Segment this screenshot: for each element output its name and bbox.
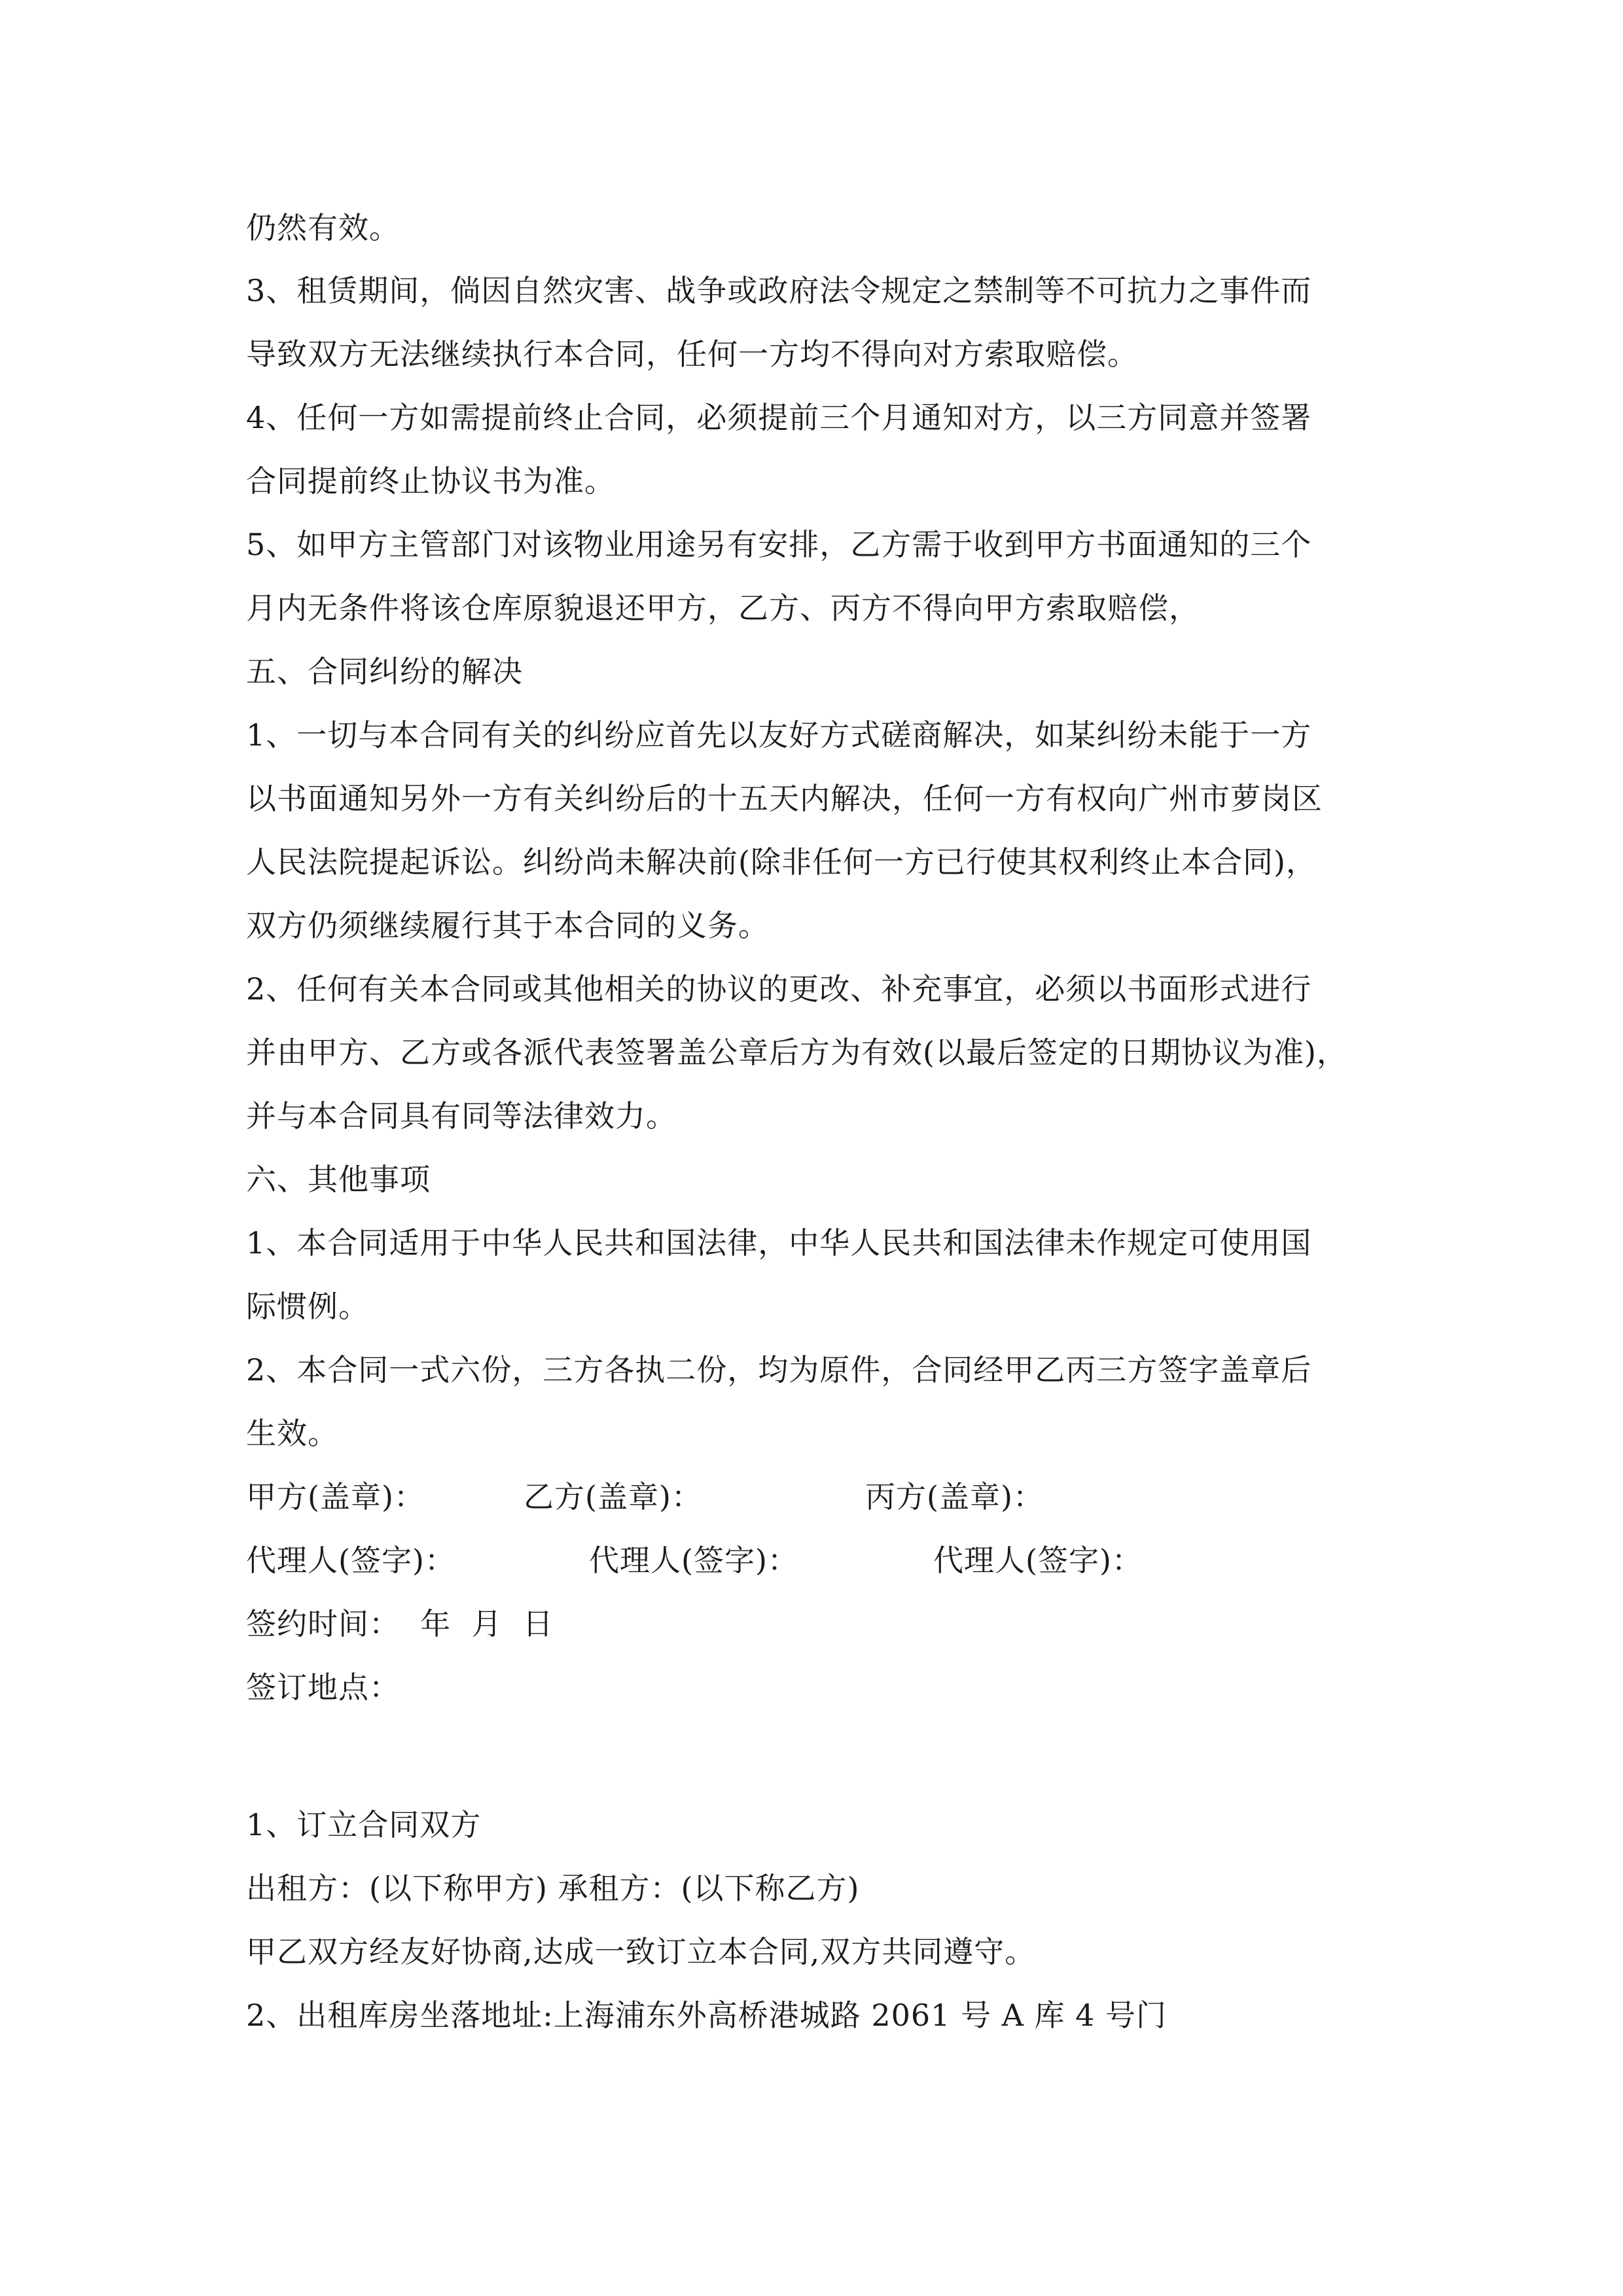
section-heading: 六、其他事项 bbox=[246, 1162, 431, 1197]
text-line: 合同提前终止协议书为准。 bbox=[246, 463, 615, 499]
text-line: 5、如甲方主管部门对该物业用途另有安排，乙方需于收到甲方书面通知的三个 bbox=[246, 527, 1312, 562]
text-line: 导致双方无法继续执行本合同，任何一方均不得向对方索取赔偿。 bbox=[246, 336, 1138, 372]
text-line: 月内无条件将该仓库原貌退还甲方，乙方、丙方不得向甲方索取赔偿， bbox=[246, 590, 1200, 626]
agent-row bbox=[246, 1541, 1359, 1580]
text-line: 并由甲方、乙方或各派代表签署盖公章后方为有效(以最后签定的日期协议为准)， bbox=[246, 1035, 1347, 1070]
text-line: 2、出租库房坐落地址:上海浦东外高桥港城路 2061 号 A 库 4 号门 bbox=[246, 1998, 1168, 2033]
seal-row bbox=[246, 1477, 1359, 1516]
party-c-seal-label: 丙方(盖章)： bbox=[865, 1479, 1044, 1515]
party-a-seal-label: 甲方(盖章)： bbox=[246, 1479, 425, 1515]
party-c-agent-label: 代理人(签字)： bbox=[933, 1543, 1143, 1578]
text-line: 1、一切与本合同有关的纠纷应首先以友好方式磋商解决，如某纠纷未能于一方 bbox=[246, 717, 1312, 753]
text-line: 生效。 bbox=[246, 1416, 338, 1451]
section-heading: 五、合同纠纷的解决 bbox=[246, 654, 523, 689]
text-line: 3、租赁期间，倘因自然灾害、战争或政府法令规定之禁制等不可抗力之事件而 bbox=[246, 273, 1312, 308]
text-line: 甲乙双方经友好协商,达成一致订立本合同,双方共同遵守。 bbox=[246, 1934, 1036, 1969]
text-line: 并与本合同具有同等法律效力。 bbox=[246, 1098, 677, 1134]
text-line: 双方仍须继续履行其于本合同的义务。 bbox=[246, 908, 769, 943]
text-line: 际惯例。 bbox=[246, 1289, 369, 1324]
party-b-seal-label: 乙方(盖章)： bbox=[524, 1479, 702, 1515]
party-a-agent-label: 代理人(签字)： bbox=[246, 1543, 455, 1578]
sign-time: 签约时间： 年 月 日 bbox=[246, 1606, 554, 1641]
text-line: 1、本合同适用于中华人民共和国法律，中华人民共和国法律未作规定可使用国 bbox=[246, 1225, 1312, 1261]
text-line: 2、任何有关本合同或其他相关的协议的更改、补充事宜，必须以书面形式进行 bbox=[246, 971, 1312, 1007]
text-line: 仍然有效。 bbox=[246, 210, 400, 245]
text-line: 2、本合同一式六份，三方各执二份，均为原件，合同经甲乙丙三方签字盖章后 bbox=[246, 1352, 1312, 1388]
section-heading: 1、订立合同双方 bbox=[246, 1807, 482, 1842]
text-line: 以书面通知另外一方有关纠纷后的十五天内解决，任何一方有权向广州市萝岗区 bbox=[246, 781, 1323, 816]
sign-place: 签订地点： bbox=[246, 1670, 400, 1705]
party-b-agent-label: 代理人(签字)： bbox=[589, 1543, 798, 1578]
text-line: 出租方：(以下称甲方) 承租方：(以下称乙方) bbox=[246, 1871, 860, 1906]
text-line: 4、任何一方如需提前终止合同，必须提前三个月通知对方，以三方同意并签署 bbox=[246, 400, 1312, 435]
text-line: 人民法院提起诉讼。纠纷尚未解决前(除非任何一方已行使其权利终止本合同)， bbox=[246, 844, 1317, 880]
